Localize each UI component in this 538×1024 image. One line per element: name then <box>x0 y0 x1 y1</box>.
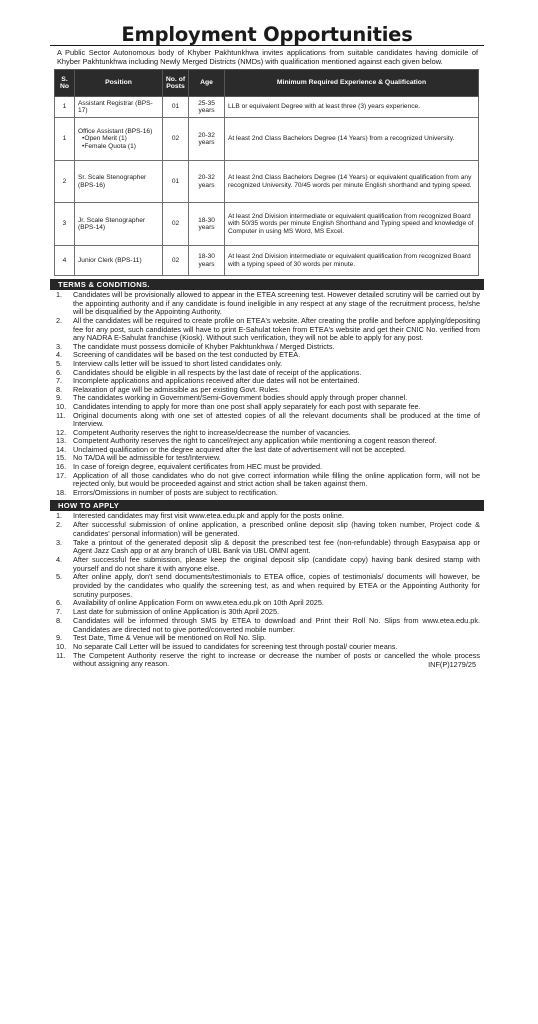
cell-position <box>75 118 163 161</box>
table-row <box>55 118 479 161</box>
cell-qualification: At least 2nd Division intermediate or equivalent qualification from recognized Board with 50/35 words per minute English Shorthand and Typing speed and knowledge of Computer in using MS Word, MS Excel. <box>225 203 479 246</box>
item-text: Last date for submission of online Application is 30th April 2025. <box>73 607 280 617</box>
terms-list <box>50 290 484 497</box>
how-to-apply-list <box>50 511 484 669</box>
item-text: Original documents along with one set of attested copies of all the relevant documents shall be produced at the time of Interview. <box>73 410 480 429</box>
item-text: After successful fee submission, please keep the original deposit slip (candidate copy) having bank desired stamp with yourself and do not share it with anyone else. <box>73 554 480 573</box>
item-text: Test Date, Time & Venue will be mentioned on Roll No. Slip. <box>73 633 267 643</box>
terms-heading: TERMS & CONDITIONS. <box>50 279 484 290</box>
item-text: Unclaimed qualification or the degree acquired after the last date of advertisement will not be accepted. <box>73 444 407 454</box>
list-item <box>56 617 480 634</box>
cell-qualification: LLB or equivalent Degree with at least three (3) years experience. <box>225 97 479 118</box>
cell-posts: 01 <box>163 161 189 203</box>
item-text: Screening of candidates will be based on the test conducted by ETEA. <box>73 350 301 360</box>
list-item <box>56 652 480 669</box>
item-number: 17. <box>56 470 67 480</box>
list-item: • Open Merit (1) <box>78 135 159 143</box>
item-text: The candidate must possess domicile of Khyber Pakhtunkhwa / Merged Districts. <box>73 341 335 351</box>
item-text: No TA/DA will be admissible for test/Interview. <box>73 453 221 463</box>
table-row <box>55 161 479 203</box>
item-text: Application of all those candidates who do not give correct information while filling the online application form, will not be rejected only, but would be proceeded against and strict action shall be taken against them. <box>73 470 480 489</box>
cell-position: Jr. Scale Stenographer (BPS-14) <box>75 203 163 246</box>
item-text: Candidates should be eligible in all respects by the last date of receipt of the applications. <box>73 367 362 377</box>
cell-age: 20-32 years <box>189 118 225 161</box>
item-number: 8. <box>56 615 63 625</box>
item-text: Candidates will be informed through SMS by ETEA to download and Print their Roll No. Slips from www.etea.edu.pk. Candidates are directed not to give ported/converted mobile number. <box>73 615 480 634</box>
table-row <box>55 97 479 118</box>
reference-code: INF(P)1279/25 <box>428 660 476 670</box>
item-number: 14. <box>56 444 67 454</box>
item-number: 11. <box>56 650 66 660</box>
cell-age: 20-32 years <box>189 161 225 203</box>
cell-sno: 3 <box>55 203 75 246</box>
position-title: Office Assistant (BPS-16) <box>78 127 153 135</box>
cell-age: 18-30 years <box>189 246 225 276</box>
item-text: The candidates working in Government/Semi-Government bodies should apply through proper channel. <box>73 393 408 403</box>
cell-posts: 02 <box>163 246 189 276</box>
item-number: 3. <box>56 537 63 547</box>
item-text: In case of foreign degree, equivalent certificates from HEC must be provided. <box>73 462 323 472</box>
item-number: 7. <box>56 376 63 386</box>
positions-table <box>54 69 479 276</box>
cell-position: Assistant Registrar (BPS-17) <box>75 97 163 118</box>
how-to-apply-section <box>50 500 484 669</box>
intro-paragraph: A Public Sector Autonomous body of Khyber Pakhtunkhwa invites applications from suitable candidates having domicile of Khyber Pakhtunkhwa including Newly Merged Districts (NMDs) with qualification mentioned against each given below. <box>57 48 478 66</box>
item-number: 8. <box>56 384 63 394</box>
item-number: 5. <box>56 572 63 582</box>
item-text: All the candidates will be required to create profile on ETEA's website. After creating the profile and before applying/depositing fee for any post, such candidates will have to print E-Sahulat token from ETEA's website and get their CNIC No. verified from any NADRA E-Sahulat franchise (Kiosk). Without such verification, they will not be able to apply for any post. <box>73 315 480 343</box>
list-item <box>56 556 480 573</box>
cell-sno: 1 <box>55 118 75 161</box>
item-number: 1. <box>56 511 63 521</box>
cell-sno: 4 <box>55 246 75 276</box>
item-text: Candidates will be provisionally allowed to appear in the ETEA screening test. However detailed scrutiny will be carried out by the appointing authority and if any candidate is found ineligible in any respect at any stage of the recruitment process, he/she will be disqualified by the Appointing Authority. <box>73 290 480 317</box>
list-item <box>56 317 480 343</box>
item-number: 4. <box>56 350 63 360</box>
item-text: Availability of online Application Form on www.etea.edu.pk on 10th April 2025. <box>73 598 324 608</box>
item-text: Competent Authority reserves the right to increase/decrease the number of vacancies. <box>73 427 351 437</box>
item-text: After successful submission of online application, a prescribed online deposit slip (having token number, Project code & candidates' personal information) will be generated. <box>73 520 480 538</box>
item-text: Take a printout of the generated deposit slip & deposit the prescribed test fee (non-refundable) through Easypaisa app or Agent Jazz Cash app or at any branch of UBL Bank via UBL OMNI agent. <box>73 537 480 556</box>
item-number: 18. <box>56 487 67 497</box>
item-number: 6. <box>56 598 63 608</box>
item-text: Relaxation of age will be admissible as per existing Govt. Rules. <box>73 384 280 394</box>
quota-list <box>78 135 159 150</box>
item-number: 5. <box>56 358 63 368</box>
item-number: 10. <box>56 641 67 651</box>
list-item <box>56 412 480 429</box>
item-text: The Competent Authority reserve the right to increase or decrease the number of posts or cancelled the whole process without assigning any reason. <box>73 650 480 669</box>
list-item <box>56 539 480 556</box>
item-number: 15. <box>56 453 67 463</box>
cell-age: 18-30 years <box>189 203 225 246</box>
list-item: • Female Quota (1) <box>78 143 159 151</box>
item-number: 9. <box>56 633 63 643</box>
cell-sno: 1 <box>55 97 75 118</box>
item-text: Interview calls letter will be issued to short listed candidates only. <box>73 358 283 368</box>
item-number: 4. <box>56 554 63 564</box>
list-item <box>56 291 480 317</box>
header-qualification: Minimum Required Experience & Qualification <box>225 70 479 97</box>
cell-qualification: At least 2nd Class Bachelors Degree (14 Years) from a recognized University. <box>225 118 479 161</box>
item-number: 7. <box>56 607 63 617</box>
item-text: Interested candidates may first visit www.etea.edu.pk and apply for the posts online. <box>73 511 344 521</box>
cell-age: 25-35 years <box>189 97 225 118</box>
item-text: Candidates intending to apply for more than one post shall apply separately for each post with separate fee. <box>73 401 421 411</box>
item-number: 12. <box>56 427 67 437</box>
header-sno: S. No <box>55 70 75 97</box>
item-number: 10. <box>56 401 67 411</box>
item-number: 9. <box>56 393 63 403</box>
header-age: Age <box>189 70 225 97</box>
list-item <box>56 573 480 599</box>
item-number: 13. <box>56 436 67 446</box>
table-header-row <box>55 70 479 97</box>
ad-title: Employment Opportunities <box>50 24 484 46</box>
table-row <box>55 203 479 246</box>
item-text: Errors/Omissions in number of posts are subject to rectification. <box>73 487 278 497</box>
cell-position: Sr. Scale Stenographer (BPS-16) <box>75 161 163 203</box>
item-text: Incomplete applications and applications received after due dates will not be entertained. <box>73 376 360 386</box>
item-number: 2. <box>56 315 63 325</box>
list-item <box>56 489 480 498</box>
header-posts: No. of Posts <box>163 70 189 97</box>
item-text: Competent Authority reserves the right to cancel/reject any application while mentioning a cogent reason thereof. <box>73 436 437 446</box>
item-text: No separate Call Letter will be issued to candidates for screening test through postal/ courier means. <box>73 641 398 651</box>
cell-qualification: At least 2nd Class Bachelors Degree (14 Years) or equivalent qualification from any recognized University. 70/45 words per minute English shorthand and typing speed. <box>225 161 479 203</box>
item-number: 16. <box>56 462 67 472</box>
header-position: Position <box>75 70 163 97</box>
cell-position: Junior Clerk (BPS-11) <box>75 246 163 276</box>
item-number: 6. <box>56 367 63 377</box>
cell-posts: 02 <box>163 118 189 161</box>
table-row <box>55 246 479 276</box>
item-number: 11. <box>56 410 66 420</box>
item-number: 3. <box>56 341 63 351</box>
item-number: 2. <box>56 520 63 530</box>
list-item <box>56 521 480 538</box>
how-to-apply-heading: HOW TO APPLY <box>50 500 484 511</box>
cell-posts: 02 <box>163 203 189 246</box>
item-number: 1. <box>56 290 63 300</box>
cell-qualification: At least 2nd Division intermediate or equivalent qualification from recognized Board with a typing speed of 30 words per minute. <box>225 246 479 276</box>
item-text: After online apply, don't send documents/testimonials to ETEA office, copies of testimonials/ documents will however, be provided by the candidates who qualify the screening test, as and when required by ETEA or the Appointing Authority for scrutiny purposes. <box>73 572 480 599</box>
employment-advertisement <box>50 24 484 984</box>
list-item <box>56 472 480 489</box>
cell-sno: 2 <box>55 161 75 203</box>
cell-posts: 01 <box>163 97 189 118</box>
